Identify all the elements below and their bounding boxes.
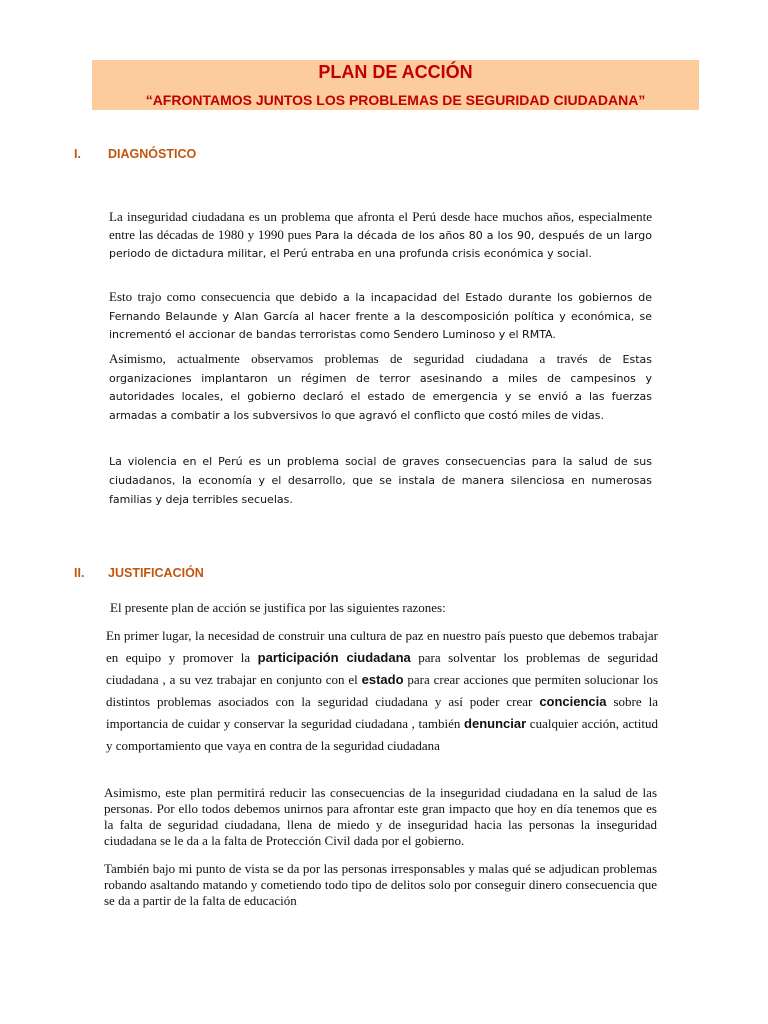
highlight-participacion: participación ciudadana bbox=[257, 650, 411, 665]
diagnostico-paragraph-3: Asimismo, actualmente observamos problemas de seguridad ciudadana a través de Estas organizaciones implantaron un régimen de terror asesinando a miles de campesinos y autoridades locales, el gobierno declaró el estado de emergencia y se envió a las fuerzas armadas a combatir a los subversivos lo que agravó el conflicto que costó miles de vidas. bbox=[109, 351, 652, 422]
diagnostico-paragraph-4: La violencia en el Perú es un problema social de graves consecuencias para la salud de sus ciudadanos, la economía y el desarrollo, que se instala de manera silenciosa en numerosas familias y deja terribles secuelas. bbox=[109, 455, 652, 506]
diagnostico-paragraph-1: La inseguridad ciudadana es un problema que afronta el Perú desde hace muchos años, especialmente entre las décadas de 1980 y 1990 pues Para la década de los años 80 a los 90, después de un largo periodo de dictadura militar, el Perú entraba en una profunda crisis económica y social. bbox=[109, 209, 652, 260]
document-title: PLAN DE ACCIÓN bbox=[318, 62, 473, 82]
highlight-denunciar: denunciar bbox=[464, 716, 527, 731]
document-subtitle: “AFRONTAMOS JUNTOS LOS PROBLEMAS DE SEGURIDAD CIUDADANA” bbox=[145, 92, 646, 108]
justificacion-paragraph-3: También bajo mi punto de vista se da por las personas irresponsables y malas qué se adjudican problemas robando asaltando matando y cometiendo todo tipo de delitos solo por conseguir dinero consecuencia que se da a partir de la falta de educación bbox=[104, 861, 657, 908]
section-number: II. bbox=[74, 566, 85, 580]
highlight-conciencia: conciencia bbox=[539, 694, 607, 709]
section-label: JUSTIFICACIÓN bbox=[108, 566, 204, 580]
justificacion-paragraph-2: Asimismo, este plan permitirá reducir las consecuencias de la inseguridad ciudadana en la salud de las personas. Por ello todos debemos unirnos para afrontar este gran impacto que hoy en día tenemos que es la falta de seguridad ciudadana, llena de miedo y de inseguridad hacia las personas la inseguridad ciudadana se le da a la falta de Protección Civil dada por el gobierno. bbox=[104, 785, 657, 848]
section-number: I. bbox=[74, 147, 81, 161]
justificacion-paragraph-1: En primer lugar, la necesidad de construir una cultura de paz en nuestro país puesto que debemos trabajar en equipo y promover la participación ciudadana para solventar los problemas de seguridad ciudadana , a su vez trabajar en conjunto con el estado para crear acciones que permiten solucionar los distintos problemas asociados con la seguridad ciudadana y así poder crear conciencia sobre la importancia de cuidar y conservar la seguridad ciudadana , también denunciar cualquier acción, actitud y comportamiento que vaya en contra de la seguridad ciudadana bbox=[106, 628, 659, 753]
highlight-estado: estado bbox=[361, 672, 404, 687]
justificacion-intro: El presente plan de acción se justifica por las siguientes razones: bbox=[110, 600, 446, 615]
section-label: DIAGNÓSTICO bbox=[108, 147, 197, 161]
title-banner bbox=[92, 60, 699, 110]
diagnostico-paragraph-2: Esto trajo como consecuencia que debido a la incapacidad del Estado durante los gobiernos de Fernando Belaunde y Alan García al hacer frente a la descomposición política y económica, se incrementó el accionar de bandas terroristas como Sendero Luminoso y el RMTA. bbox=[109, 289, 652, 341]
